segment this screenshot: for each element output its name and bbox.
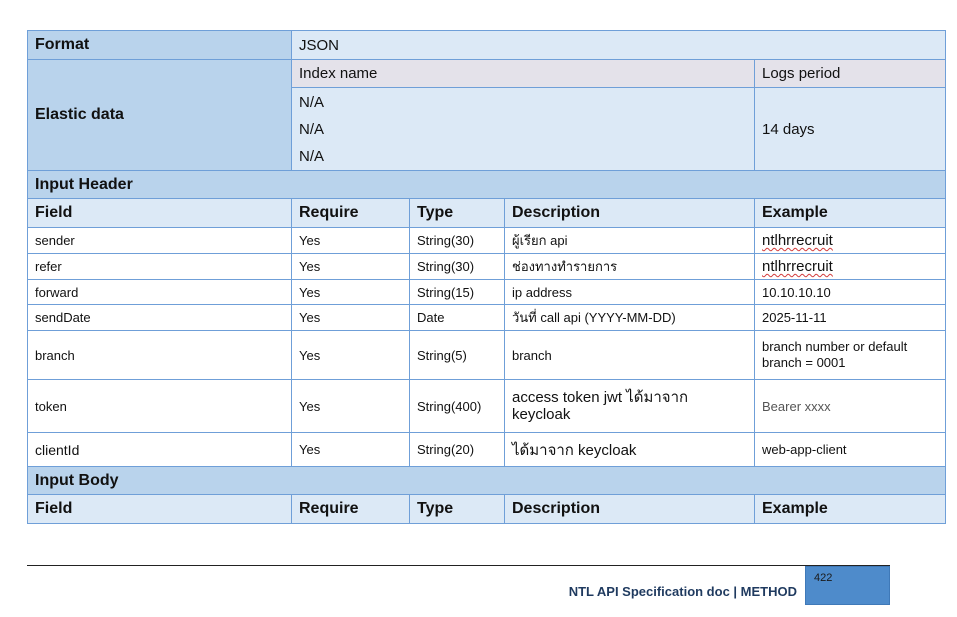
description-cell: access token jwt ได้มาจาก keycloak <box>505 380 755 433</box>
field-cell: token <box>28 380 292 433</box>
require-cell: Yes <box>292 228 410 254</box>
example-cell <box>755 228 946 254</box>
example-cell: 2025-11-11 <box>755 305 946 331</box>
example-cell <box>755 254 946 280</box>
index-name-label: Index name <box>292 60 755 88</box>
description-cell: ช่องทางทำรายการ <box>505 254 755 280</box>
col-type: Type <box>410 199 505 228</box>
page-number-box <box>805 566 890 605</box>
example-value: ntlhrrecruit <box>762 258 833 275</box>
col-type: Type <box>410 495 505 524</box>
field-cell: sender <box>28 228 292 254</box>
example-cell: Bearer xxxx <box>755 380 946 433</box>
index-name-value: N/A <box>299 120 325 138</box>
footer-doc-title: NTL API Specification doc | METHOD <box>568 584 797 599</box>
table-row <box>28 228 946 254</box>
table-row <box>28 380 946 433</box>
table-row <box>28 254 946 280</box>
col-require: Require <box>292 495 410 524</box>
elastic-label: Elastic data <box>28 60 292 171</box>
format-row <box>28 31 946 60</box>
description-cell: ได้มาจาก keycloak <box>505 433 755 467</box>
require-cell: Yes <box>292 254 410 280</box>
input-body-title: Input Body <box>28 467 946 495</box>
description-cell: ผู้เรียก api <box>505 228 755 254</box>
example-cell: 10.10.10.10 <box>755 280 946 305</box>
logs-period-value: 14 days <box>755 88 946 171</box>
require-cell: Yes <box>292 305 410 331</box>
require-cell: Yes <box>292 331 410 380</box>
col-description: Description <box>505 199 755 228</box>
type-cell: String(400) <box>410 380 505 433</box>
field-cell: forward <box>28 280 292 305</box>
field-cell: refer <box>28 254 292 280</box>
table-row <box>28 331 946 380</box>
type-cell: Date <box>410 305 505 331</box>
require-cell: Yes <box>292 433 410 467</box>
col-require: Require <box>292 199 410 228</box>
footer-divider <box>27 565 890 566</box>
field-cell: branch <box>28 331 292 380</box>
description-cell: branch <box>505 331 755 380</box>
col-field: Field <box>28 495 292 524</box>
type-cell: String(30) <box>410 228 505 254</box>
format-value: JSON <box>292 31 946 60</box>
table-row <box>28 280 946 305</box>
index-name-value: N/A <box>299 93 325 111</box>
col-example: Example <box>755 495 946 524</box>
col-description: Description <box>505 495 755 524</box>
input-body-section-row <box>28 467 946 495</box>
field-cell: sendDate <box>28 305 292 331</box>
table-row <box>28 305 946 331</box>
type-cell: String(15) <box>410 280 505 305</box>
description-cell: วันที่ call api (YYYY-MM-DD) <box>505 305 755 331</box>
require-cell: Yes <box>292 280 410 305</box>
type-cell: String(20) <box>410 433 505 467</box>
index-name-values <box>292 88 755 171</box>
input-header-column-row <box>28 199 946 228</box>
description-cell: ip address <box>505 280 755 305</box>
require-cell: Yes <box>292 380 410 433</box>
logs-period-label: Logs period <box>755 60 946 88</box>
format-label: Format <box>28 31 292 60</box>
elastic-header-row <box>28 60 946 88</box>
page-number: 422 <box>814 572 833 584</box>
input-header-title: Input Header <box>28 171 946 199</box>
example-value: ntlhrrecruit <box>762 232 833 249</box>
col-example: Example <box>755 199 946 228</box>
col-field: Field <box>28 199 292 228</box>
table-row <box>28 433 946 467</box>
input-header-section-row <box>28 171 946 199</box>
type-cell: String(5) <box>410 331 505 380</box>
api-spec-table <box>27 30 946 524</box>
input-body-column-row <box>28 495 946 524</box>
field-cell: clientId <box>28 433 292 467</box>
type-cell: String(30) <box>410 254 505 280</box>
index-name-value: N/A <box>299 147 325 165</box>
example-cell: branch number or default branch = 0001 <box>755 331 946 380</box>
example-cell: web-app-client <box>755 433 946 467</box>
